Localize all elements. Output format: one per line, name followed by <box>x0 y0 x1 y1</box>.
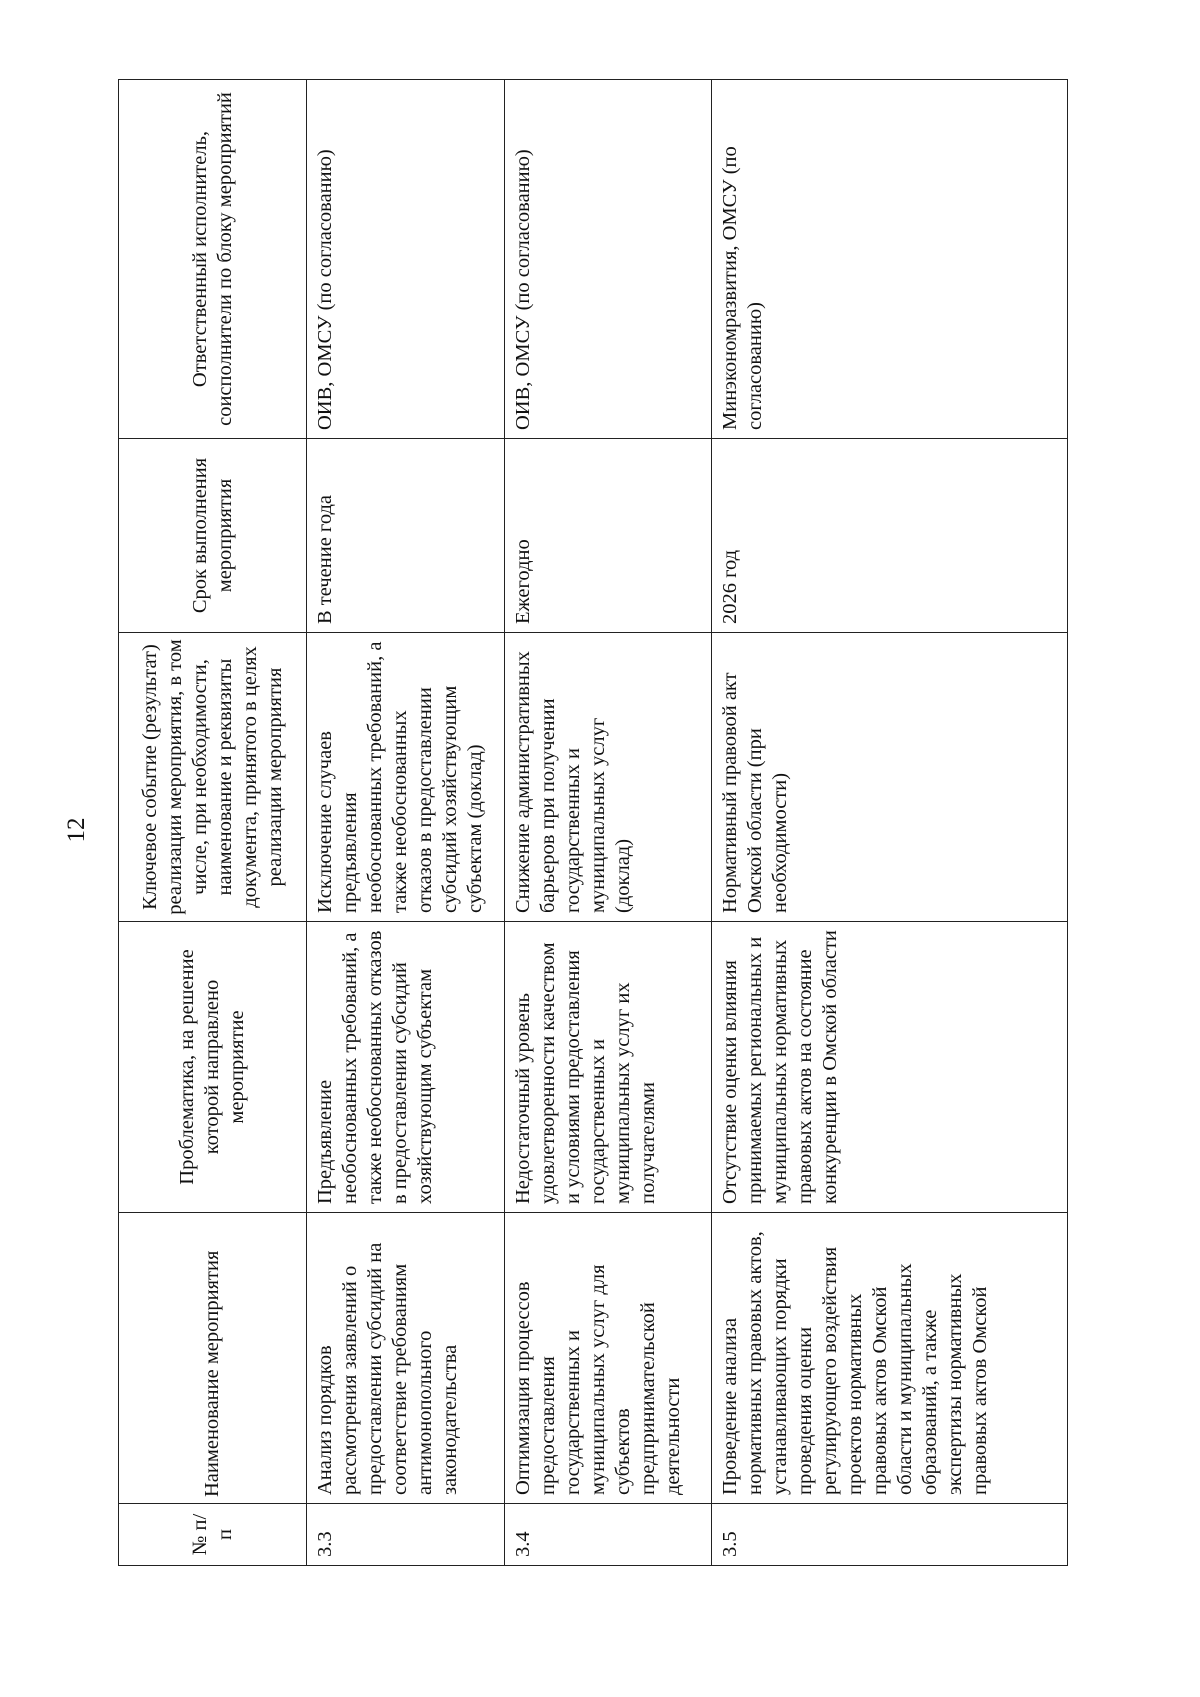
header-deadline: Срок выполнения мероприятия <box>119 439 307 633</box>
page-number: 12 <box>63 817 90 843</box>
cell-num: 3.5 <box>712 1504 1068 1566</box>
cell-deadline: 2026 год <box>712 439 1068 633</box>
table-row <box>307 80 505 1566</box>
cell-deadline: В течение года <box>307 439 505 633</box>
cell-result: Исключение случаев предъявления необоснованных требований, а также необоснованных отказов в предоставлении субсидий хозяйствующим субъектам (доклад) <box>307 633 505 922</box>
cell-result: Снижение административных барьеров при получении государственных и муниципальных услуг (доклад) <box>505 633 712 922</box>
cell-num: 3.4 <box>505 1504 712 1566</box>
cell-deadline: Ежегодно <box>505 439 712 633</box>
header-num: № п/п <box>119 1504 307 1566</box>
cell-problem: Предъявление необоснованных требований, а также необоснованных отказов в предоставлении субсидий хозяйствующим субъектам <box>307 922 505 1213</box>
cell-num: 3.3 <box>307 1504 505 1566</box>
rotated-table-wrapper <box>118 80 1067 1566</box>
cell-problem: Отсутствие оценки влияния принимаемых региональных и муниципальных нормативных правовых актов на состояние конкуренции в Омской области <box>712 922 1068 1213</box>
cell-name: Оптимизация процессов предоставления государственных и муниципальных услуг для субъектов предпринимательской деятельности <box>505 1213 712 1504</box>
cell-problem: Недостаточный уровень удовлетворенности качеством и условиями предоставления государственных и муниципальных услуг их получателями <box>505 922 712 1213</box>
header-problem: Проблематика, на решение которой направлено мероприятие <box>119 922 307 1213</box>
table-header-row <box>119 80 307 1566</box>
cell-executor: Минэкономразвития, ОМСУ (по согласованию) <box>712 80 1068 439</box>
cell-result: Нормативный правовой акт Омской области (при необходимости) <box>712 633 1068 922</box>
table-row <box>505 80 712 1566</box>
measures-table <box>118 79 1068 1566</box>
cell-name: Проведение анализа нормативных правовых актов, устанавливающих порядки проведения оценки регулирующего воздействия проектов нормативных правовых актов Омской области и муниципальных образований, а также экспертизы нормативных правовых актов Омской <box>712 1213 1068 1504</box>
cell-name: Анализ порядков рассмотрения заявлений о предоставлении субсидий на соответствие требованиям антимонопольного законодательства <box>307 1213 505 1504</box>
header-name: Наименование мероприятия <box>119 1213 307 1504</box>
table-row <box>712 80 1068 1566</box>
header-result: Ключевое событие (результат) реализации мероприятия, в том числе, при необходимости, наименование и реквизиты документа, принятого в целях реализации мероприятия <box>119 633 307 922</box>
header-executor: Ответственный исполнитель, соисполнители по блоку мероприятий <box>119 80 307 439</box>
cell-executor: ОИВ, ОМСУ (по согласованию) <box>307 80 505 439</box>
cell-executor: ОИВ, ОМСУ (по согласованию) <box>505 80 712 439</box>
